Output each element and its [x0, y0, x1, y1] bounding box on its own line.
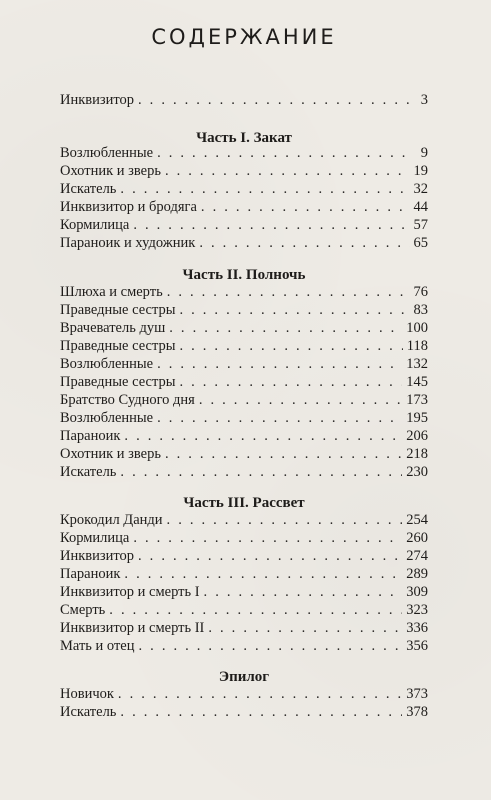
- toc-leader-dots: [109, 601, 402, 619]
- toc-entry: [60, 373, 428, 391]
- toc-entry: [60, 337, 428, 355]
- toc-leader-dots: [138, 547, 402, 565]
- toc-entry: [60, 301, 428, 319]
- toc-entry-title: Охотник и зверь: [60, 446, 161, 462]
- toc-entry-page: 378: [406, 704, 428, 720]
- toc-leader-dots: [179, 337, 402, 355]
- toc-leader-dots: [165, 445, 402, 463]
- toc-entry: [60, 162, 428, 180]
- toc-entry-title: Смерть: [60, 602, 106, 618]
- toc-entry-page: 19: [413, 163, 428, 179]
- toc-entry-title: Врачеватель душ: [60, 320, 166, 336]
- toc-entry-title: Возлюбленные: [60, 145, 154, 161]
- toc-entry: [60, 583, 428, 601]
- toc-leader-dots: [133, 529, 402, 547]
- toc-entry-title: Инквизитор и смерть I: [60, 584, 200, 600]
- toc-entry: [60, 565, 428, 583]
- toc-entry-page: 254: [406, 512, 428, 528]
- toc-entry: [60, 547, 428, 565]
- toc-entry: [60, 91, 428, 109]
- toc-entry-page: 323: [406, 602, 428, 618]
- toc-leader-dots: [157, 409, 402, 427]
- toc-leader-dots: [157, 144, 412, 162]
- toc-leader-dots: [138, 91, 412, 109]
- toc-entry-page: 356: [406, 638, 428, 654]
- part-heading: Часть II. Полночь: [182, 267, 306, 283]
- toc-entry: [60, 685, 428, 703]
- toc-entry-title: Кормилица: [60, 217, 130, 233]
- toc-entry-page: 260: [406, 530, 428, 546]
- toc-entry-page: 145: [406, 374, 428, 390]
- toc-entry-page: 132: [406, 356, 428, 372]
- toc-entry-page: 44: [413, 199, 428, 215]
- toc-entry-page: 336: [406, 620, 428, 636]
- toc-entry-title: Крокодил Данди: [60, 512, 163, 528]
- toc-leader-dots: [179, 301, 409, 319]
- toc-leader-dots: [124, 427, 402, 445]
- toc-entry-title: Праведные сестры: [60, 302, 176, 318]
- toc-entry-page: 289: [406, 566, 428, 582]
- toc-entry: [60, 601, 428, 619]
- toc-entry-title: Инквизитор: [60, 92, 135, 108]
- toc-entry-title: Праведные сестры: [60, 338, 176, 354]
- toc-entry-title: Параноик: [60, 566, 121, 582]
- toc-entry-title: Братство Судного дня: [60, 392, 195, 408]
- toc-entry: [60, 427, 428, 445]
- toc-leader-dots: [199, 391, 402, 409]
- toc-entry-page: 218: [406, 446, 428, 462]
- part-heading: Часть III. Рассвет: [183, 495, 305, 511]
- toc-entry: [60, 703, 428, 721]
- toc-entry-page: 173: [406, 392, 428, 408]
- toc-entry: [60, 463, 428, 481]
- toc-entry-title: Искатель: [60, 181, 117, 197]
- toc-entry-title: Параноик и художник: [60, 235, 196, 251]
- toc-entry: [60, 637, 428, 655]
- toc-leader-dots: [118, 685, 402, 703]
- toc-leader-dots: [133, 216, 409, 234]
- toc-entry-page: 3: [420, 92, 428, 108]
- toc-leader-dots: [120, 703, 402, 721]
- toc-entry-title: Параноик: [60, 428, 121, 444]
- toc-entry-page: 195: [406, 410, 428, 426]
- toc-entry-page: 206: [406, 428, 428, 444]
- toc-leader-dots: [179, 373, 402, 391]
- page-title: СОДЕРЖАНИЕ: [151, 25, 337, 49]
- toc-entry-title: Инквизитор и смерть II: [60, 620, 205, 636]
- toc-entry-title: Шлюха и смерть: [60, 284, 163, 300]
- toc-entry-page: 76: [413, 284, 428, 300]
- part-heading: Часть I. Закат: [196, 130, 292, 146]
- toc-entry-title: Инквизитор: [60, 548, 135, 564]
- toc-entry-page: 309: [406, 584, 428, 600]
- toc-leader-dots: [157, 355, 402, 373]
- toc-leader-dots: [169, 319, 402, 337]
- toc-entry: [60, 445, 428, 463]
- toc-entry-page: 274: [406, 548, 428, 564]
- toc-leader-dots: [124, 565, 402, 583]
- toc-leader-dots: [199, 234, 409, 252]
- toc-entry: [60, 234, 428, 252]
- toc-leader-dots: [208, 619, 402, 637]
- toc-entry-title: Кормилица: [60, 530, 130, 546]
- toc-entry: [60, 355, 428, 373]
- toc-entry-page: 65: [413, 235, 428, 251]
- toc-entry-page: 373: [406, 686, 428, 702]
- toc-entry-page: 83: [413, 302, 428, 318]
- toc-entry: [60, 283, 428, 301]
- toc-entry-title: Праведные сестры: [60, 374, 176, 390]
- toc-entry-title: Искатель: [60, 704, 117, 720]
- toc-entry-page: 57: [413, 217, 428, 233]
- toc-entry: [60, 619, 428, 637]
- toc-entry: [60, 529, 428, 547]
- toc-leader-dots: [167, 511, 403, 529]
- toc-entry-title: Возлюбленные: [60, 410, 154, 426]
- toc-leader-dots: [165, 162, 410, 180]
- toc-leader-dots: [120, 463, 402, 481]
- toc-leader-dots: [139, 637, 403, 655]
- toc-entry-title: Охотник и зверь: [60, 163, 161, 179]
- toc-leader-dots: [204, 583, 403, 601]
- toc-entry-page: 9: [420, 145, 428, 161]
- toc-entry-title: Инквизитор и бродяга: [60, 199, 197, 215]
- toc-entry: [60, 319, 428, 337]
- toc-leader-dots: [167, 283, 410, 301]
- toc-entry: [60, 144, 428, 162]
- toc-page: [60, 0, 428, 800]
- toc-entry-page: 100: [406, 320, 428, 336]
- toc-entry-page: 118: [406, 338, 428, 354]
- toc-entry: [60, 511, 428, 529]
- toc-leader-dots: [201, 198, 410, 216]
- toc-entry: [60, 409, 428, 427]
- toc-entry-title: Мать и отец: [60, 638, 135, 654]
- toc-entry-title: Искатель: [60, 464, 117, 480]
- toc-entry-title: Возлюбленные: [60, 356, 154, 372]
- toc-entry: [60, 180, 428, 198]
- toc-entry: [60, 216, 428, 234]
- toc-entry-page: 230: [406, 464, 428, 480]
- toc-entry: [60, 391, 428, 409]
- part-heading: Эпилог: [218, 669, 270, 685]
- toc-entry: [60, 198, 428, 216]
- toc-entry-page: 32: [413, 181, 428, 197]
- toc-leader-dots: [120, 180, 409, 198]
- toc-entry-title: Новичок: [60, 686, 114, 702]
